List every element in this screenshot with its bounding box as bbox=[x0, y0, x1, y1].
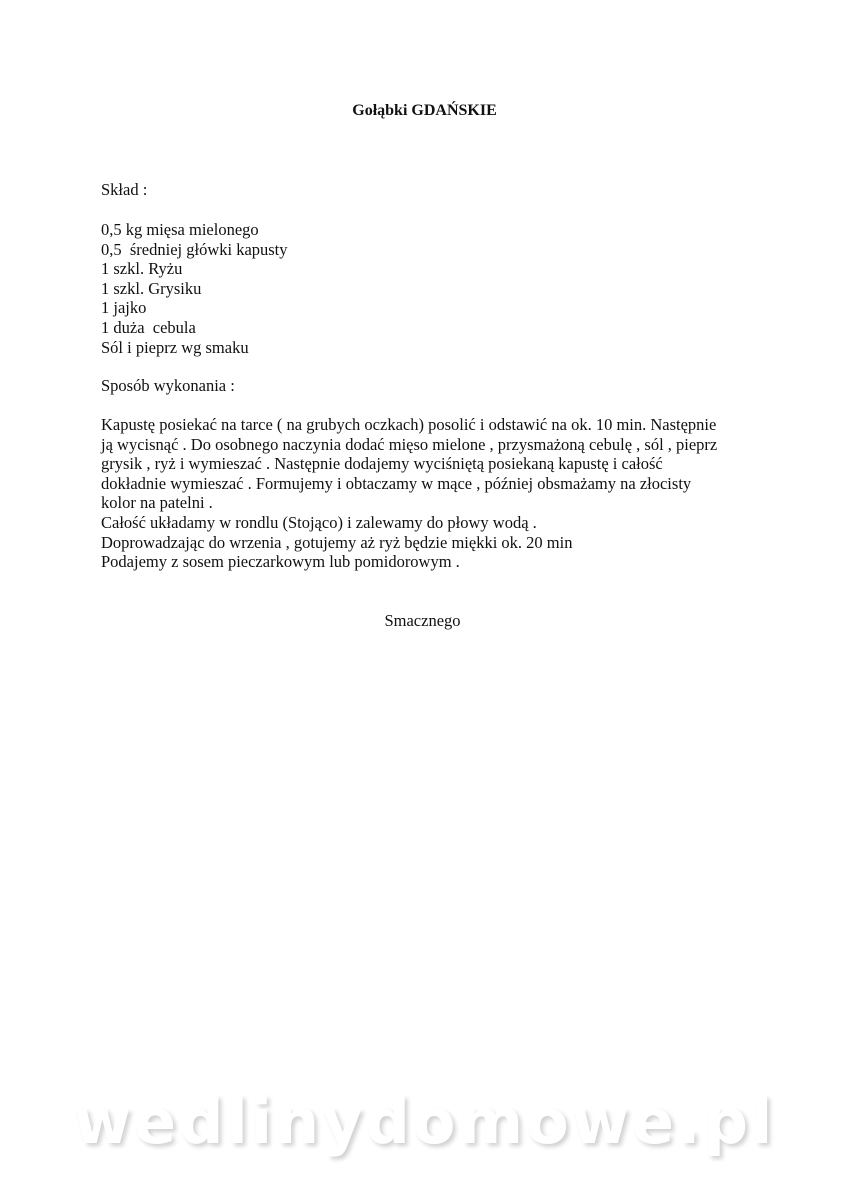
method-line: Kapustę posiekać na tarce ( na grubych oczkach) posolić i odstawić na ok. 10 min. Następnie bbox=[101, 415, 717, 434]
method-line: Podajemy z sosem pieczarkowym lub pomidorowym . bbox=[101, 552, 460, 572]
ingredient-item: 1 szkl. Ryżu bbox=[101, 259, 183, 279]
method-line: kolor na patelni . bbox=[101, 493, 213, 513]
ingredient-item: Sól i pieprz wg smaku bbox=[101, 337, 249, 357]
watermark: wedlinydomowe.pl bbox=[73, 1085, 776, 1158]
ingredient-item: 1 duża cebula bbox=[101, 317, 196, 337]
document-title: Gołąbki GDAŃSKIE bbox=[352, 102, 497, 119]
ingredient-item: 1 szkl. Grysiku bbox=[101, 278, 202, 298]
ingredients-heading: Skład : bbox=[101, 180, 148, 199]
method-line: Całość układamy w rondlu (Stojąco) i zalewamy do płowy wodą . bbox=[101, 512, 537, 532]
ingredients-list bbox=[101, 220, 288, 357]
ingredient-item: 0,5 średniej główki kapusty bbox=[101, 239, 288, 259]
method-line: dokładnie wymieszać . Formujemy i obtaczamy w mące , później obsmażamy na złocisty bbox=[101, 473, 692, 493]
method-line: grysik , ryż i wymieszać . Następnie dodajemy wyciśniętą posiekaną kapustę i całość bbox=[101, 454, 663, 474]
method-line: ją wycisnąć . Do osobnego naczynia dodać mięso mielone , przysmażoną cebulę , sól , pieprz bbox=[101, 434, 718, 454]
ingredient-item: 1 jajko bbox=[101, 298, 147, 318]
method-heading: Sposób wykonania : bbox=[101, 376, 235, 395]
ingredient-item: 0,5 kg mięsa mielonego bbox=[101, 220, 259, 239]
method-text bbox=[101, 415, 717, 572]
closing-text: Smacznego bbox=[384, 611, 461, 630]
method-line: Doprowadzając do wrzenia , gotujemy aż ryż będzie miękki ok. 20 min bbox=[101, 532, 573, 552]
